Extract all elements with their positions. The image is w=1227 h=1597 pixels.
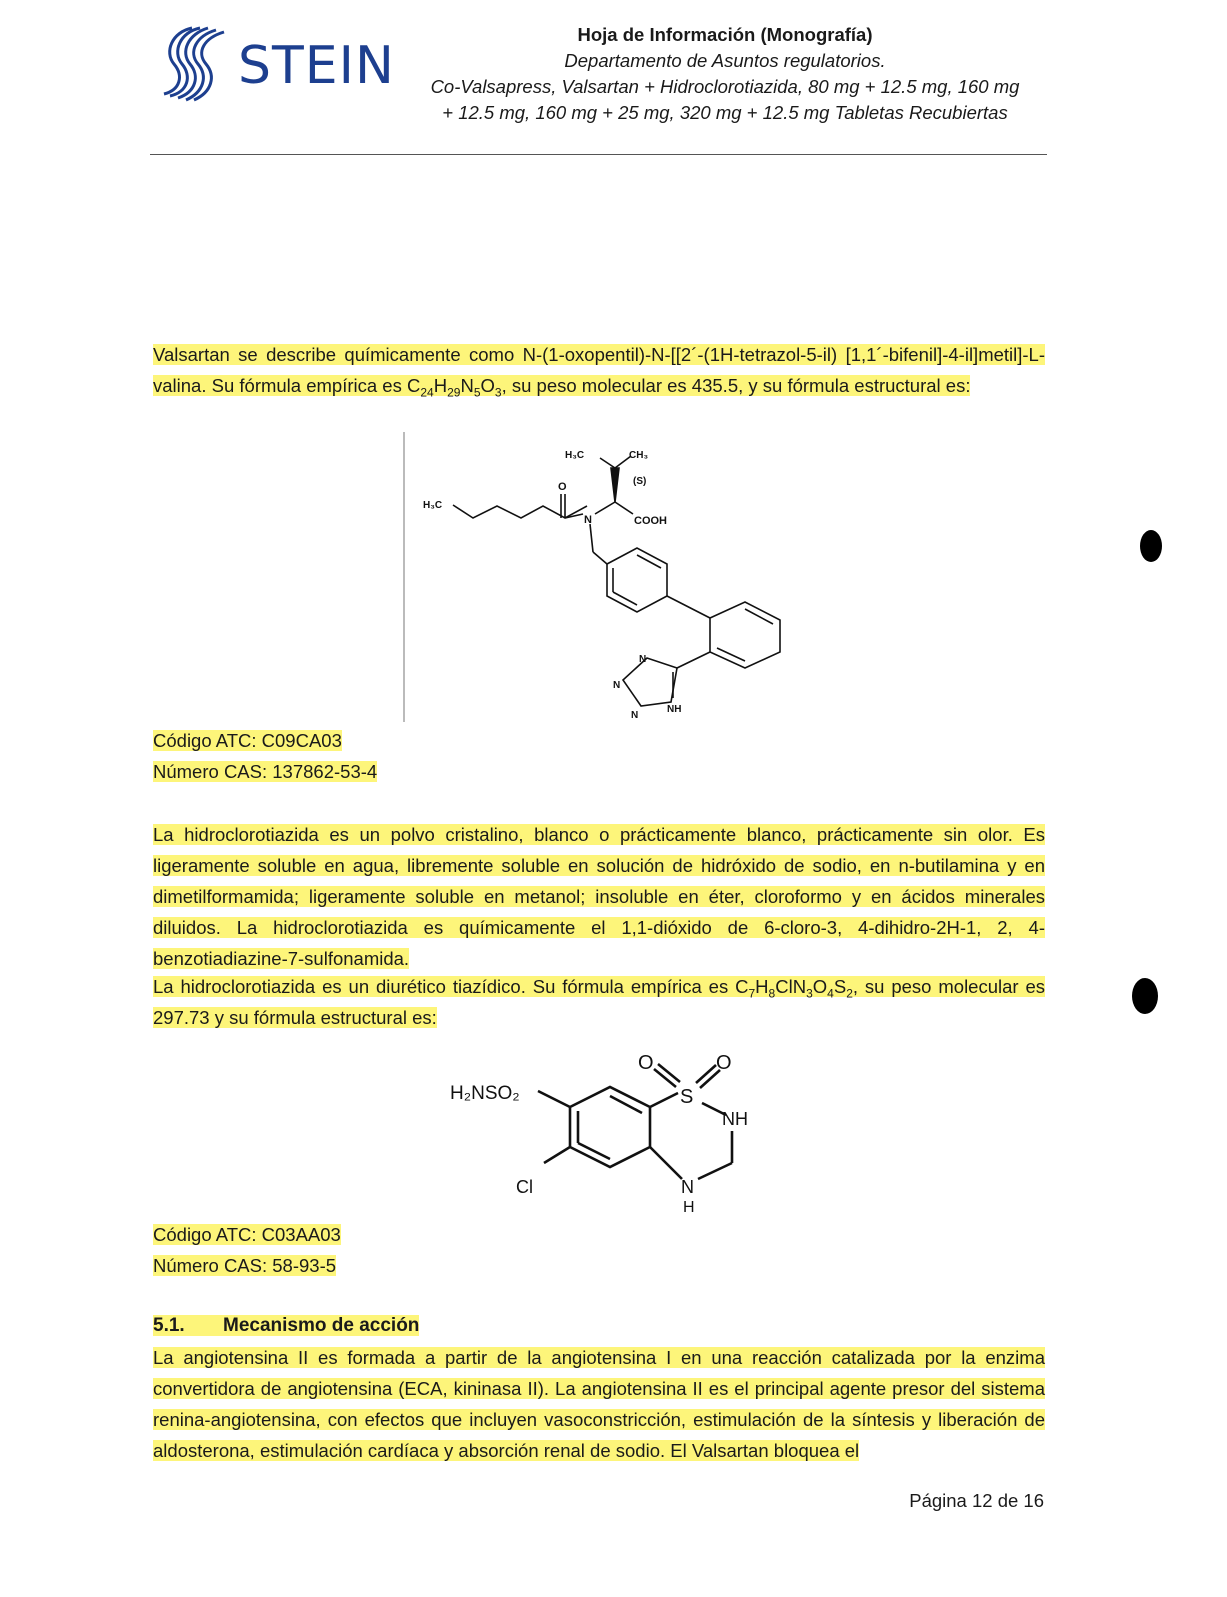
page-number: Página 12 de 16: [909, 1490, 1044, 1511]
svg-text:O: O: [638, 1052, 654, 1074]
hctz-structure: [440, 1045, 770, 1220]
svg-text:O: O: [716, 1052, 732, 1074]
document-header: [395, 22, 1055, 126]
header-divider: [150, 154, 1047, 155]
header-department: Departamento de Asuntos regulatorios.: [564, 50, 886, 71]
svg-text:H₃C: H₃C: [565, 450, 585, 461]
svg-text:N: N: [584, 514, 592, 526]
header-product-line-2: + 12.5 mg, 160 mg + 25 mg, 320 mg + 12.5 mg Tabletas Recubiertas: [442, 102, 1008, 123]
svg-text:N: N: [631, 710, 639, 721]
section-heading-mecanismo: [153, 1312, 419, 1340]
valsartan-cas-number: Número CAS: 137862-53-4: [153, 761, 378, 782]
svg-text:NH: NH: [667, 704, 682, 715]
svg-text:N: N: [613, 680, 621, 691]
header-title: Hoja de Información (Monografía): [577, 24, 873, 45]
hctz-cas-number: Número CAS: 58-93-5: [153, 1255, 337, 1276]
mechanism-paragraph: La angiotensina II es formada a partir de la angiotensina I en una reacción catalizada por la enzima convertidora de angiotensina (ECA, kininasa II). La angiotensina II es el principal agente presor del sistema renina-angiotensina, con efectos que incluyen vasoconstricción, estimulación de la síntesis y liberación de aldosterona, estimulación cardíaca y absorción renal de sodio. El Valsartan bloquea el: [153, 1347, 1045, 1461]
section-title: Mecanismo de acción: [223, 1315, 420, 1336]
svg-text:(S): (S): [633, 476, 647, 487]
stein-wave-icon: [160, 22, 240, 102]
svg-text:COOH: COOH: [634, 515, 667, 527]
svg-text:Cl: Cl: [516, 1177, 533, 1197]
valsartan-atc-code: Código ATC: C09CA03: [153, 730, 342, 751]
svg-text:H: H: [683, 1199, 695, 1216]
svg-text:H₂NSO₂: H₂NSO₂: [450, 1083, 520, 1104]
section-number: 5.1.: [153, 1315, 185, 1336]
header-product-line-1: Co-Valsapress, Valsartan + Hidroclorotiazida, 80 mg + 12.5 mg, 160 mg: [430, 76, 1020, 97]
valsartan-structure: [415, 440, 815, 730]
svg-text:N: N: [639, 654, 647, 665]
svg-text:N: N: [681, 1177, 694, 1197]
hctz-formula-paragraph: La hidroclorotiazida es un diurético tiazídico. Su fórmula empírica es $C_7H_8ClN_3O_4S_2$, su peso molecular es 297.73 y su fórmula estructural es:: [153, 976, 1046, 1028]
hole-punch-mark-top: [1140, 530, 1162, 562]
hole-punch-mark-bottom: [1132, 978, 1158, 1014]
hctz-description: La hidroclorotiazida es un polvo cristalino, blanco o prácticamente blanco, prácticamente sin olor. Es ligeramente soluble en agua, libremente soluble en solución de hidróxido de sodio, en n-butilamina y en dimetilformamida; ligeramente soluble en metanol; insoluble en éter, cloroformo y en ácidos minerales diluidos. La hidroclorotiazida es químicamente el 1,1-dióxido de 6-cloro-3, 4-dihidro-2H-1, 2, 4-benzotiadiazine-7-sulfonamida.: [153, 824, 1045, 969]
svg-text:CH₃: CH₃: [629, 450, 649, 461]
hctz-atc-code: Código ATC: C03AA03: [153, 1224, 341, 1245]
logo-wordmark: STEIN: [238, 36, 395, 96]
figure-margin-line: [403, 432, 405, 722]
svg-text:H₃C: H₃C: [423, 500, 443, 511]
svg-text:NH: NH: [722, 1109, 748, 1129]
valsartan-description: Valsartan se describe químicamente como N-(1-oxopentil)-N-[[2´-(1H-tetrazol-5-il) [1,1´-bifenil]-4-il]metil]-L-valina. Su fórmula empírica es $C_{24}H_{29}N_5O_3$, su peso molecular es 435.5, y su fórmula estructural es:: [153, 344, 1045, 400]
company-logo: [160, 22, 395, 102]
svg-text:O: O: [558, 481, 567, 493]
svg-text:S: S: [680, 1086, 694, 1108]
